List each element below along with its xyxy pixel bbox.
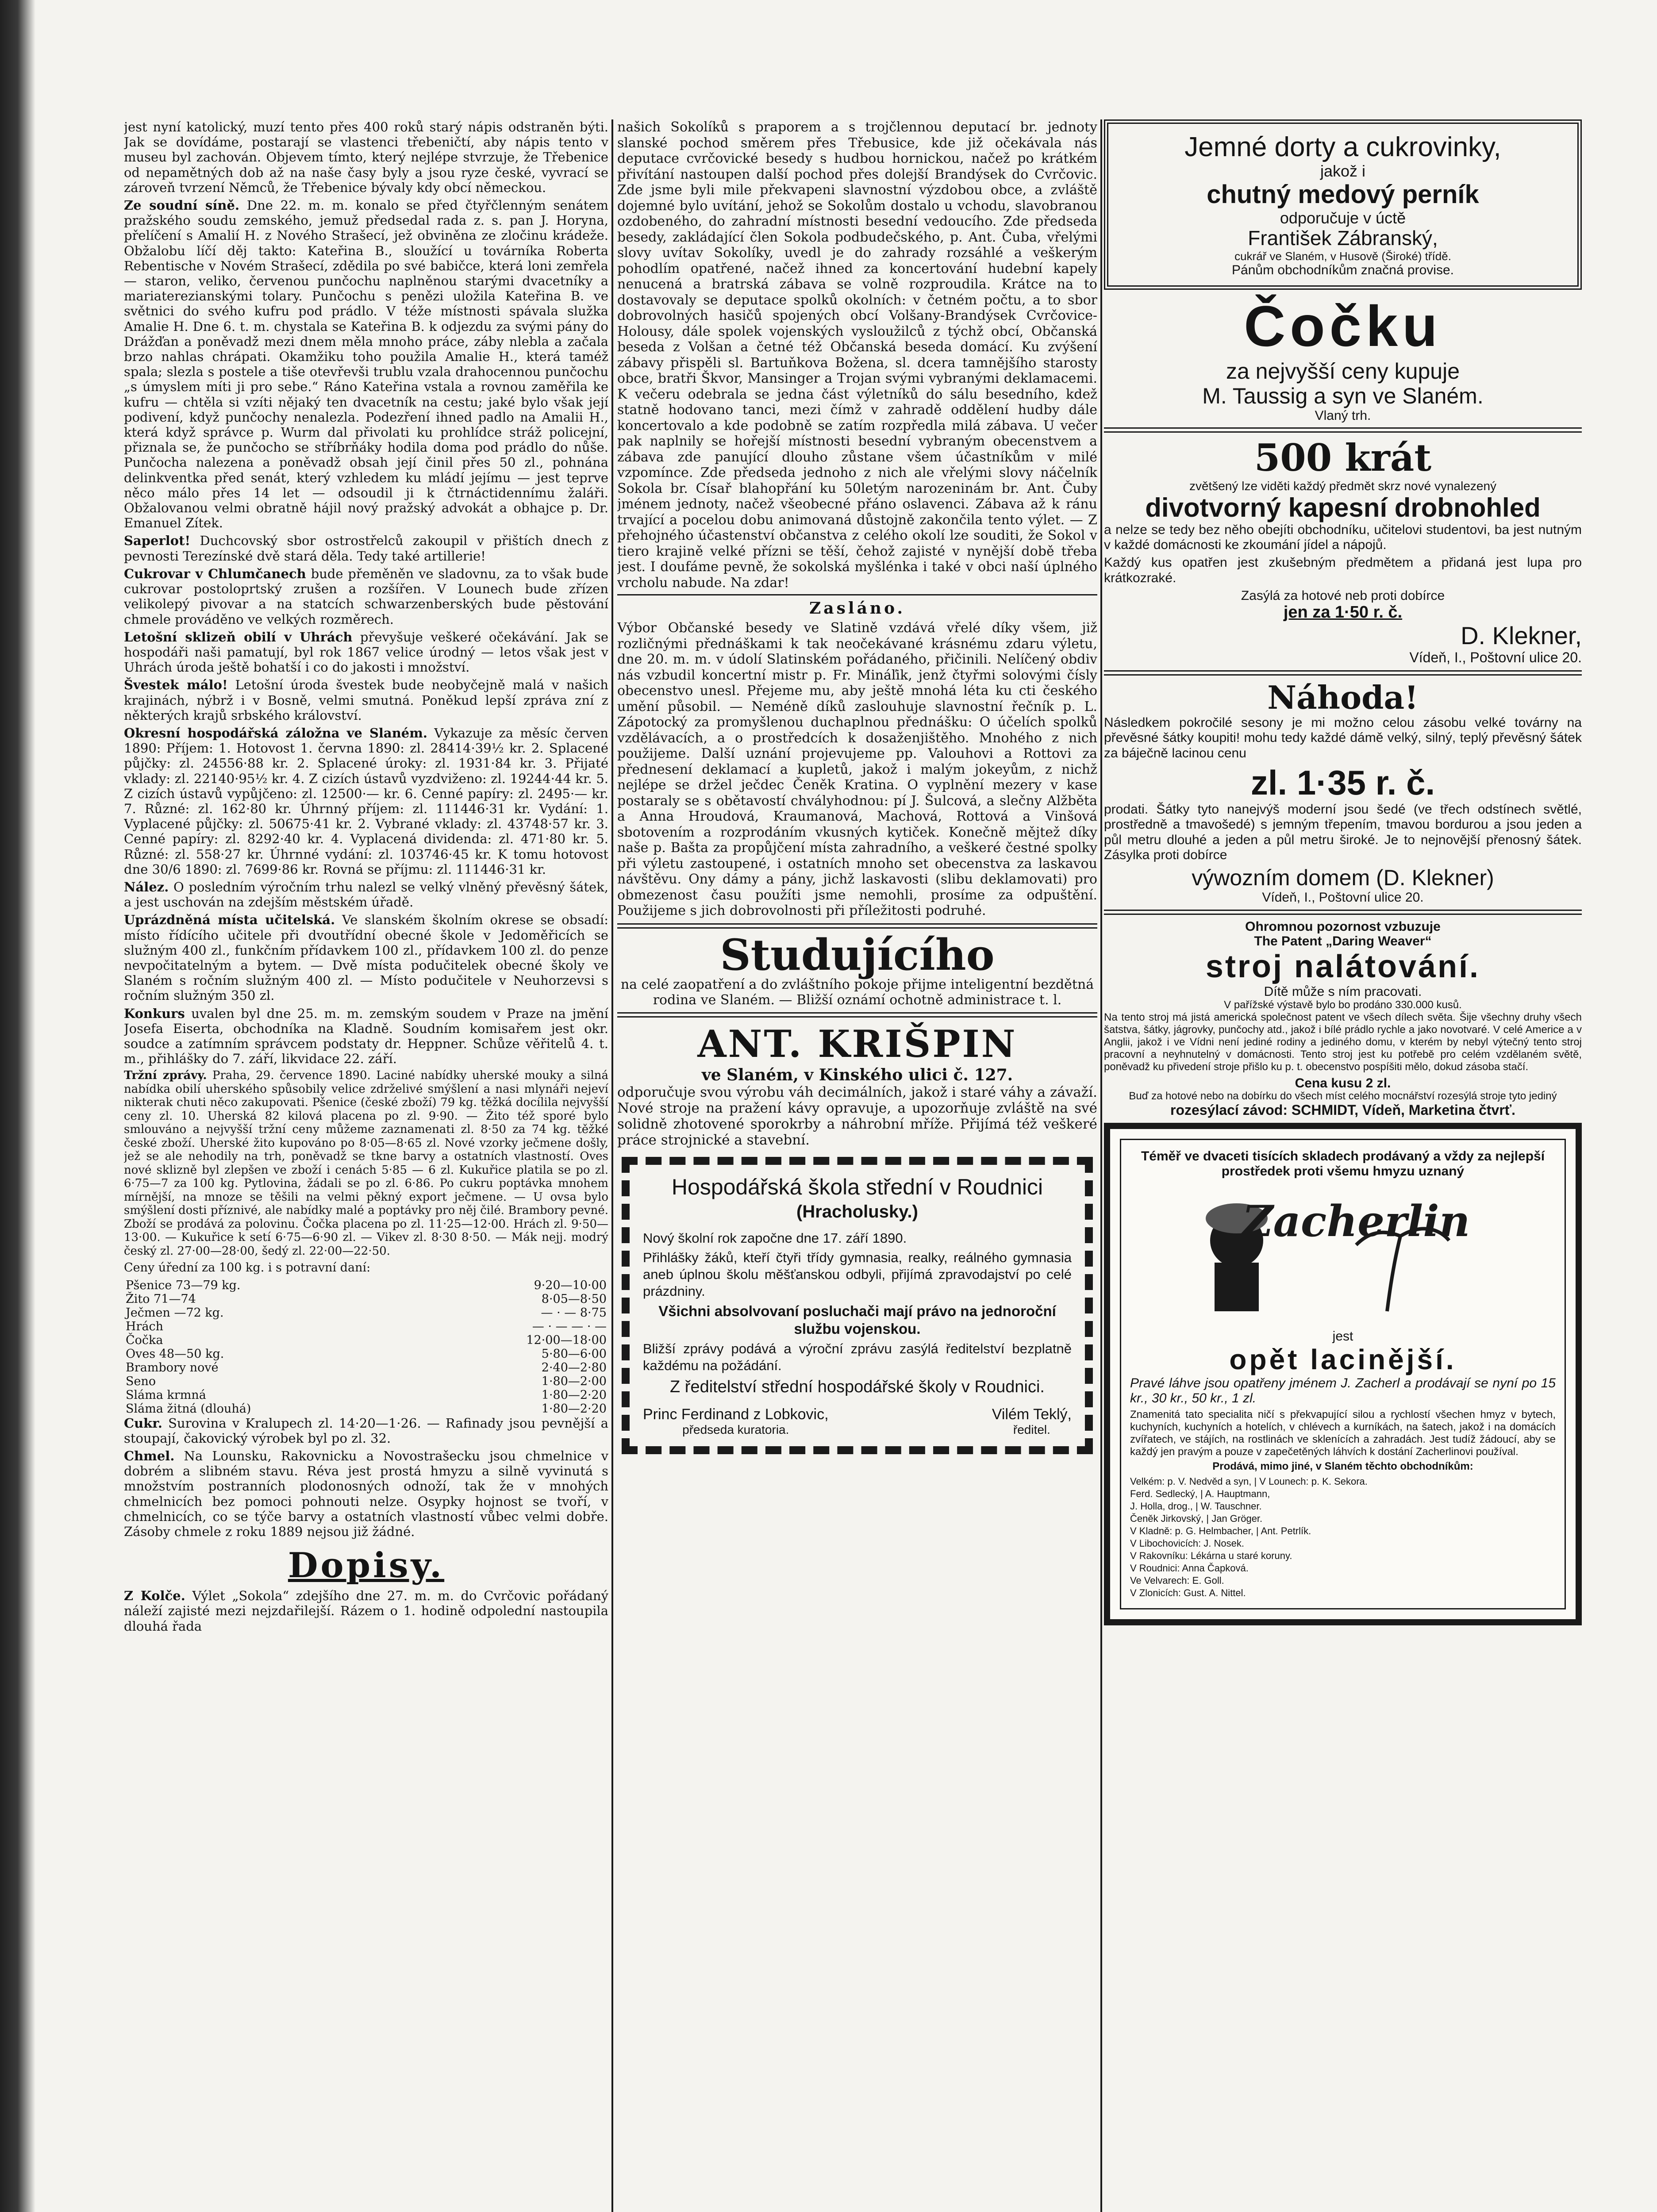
signature-name: Princ Ferdinand z Lobkovic, [643,1406,829,1423]
article-konkurs [124,1006,608,1067]
article-title: Z Kolče. [124,1588,185,1604]
article-title: Chmel. [124,1448,175,1463]
ad-title: stroj nalátování. [1205,949,1480,984]
ad-line: Buď za hotové nebo na dobírku do všech míst celého mocnářství rozesýlá stroje tyto jediný [1129,1090,1557,1102]
ad-line: cukrář ve Slaném, v Husově (Široké) třídě. [1234,249,1451,263]
price-row [124,1320,608,1333]
ad-schmidt [1104,919,1582,1119]
ad-title: 500 krát [1254,436,1432,480]
dealer-line: J. Holla, drog., | W. Tauschner. [1130,1500,1262,1512]
column-middle [617,119,1097,2212]
ad-line: V pařížské výstavě bylo bo prodáno 330.000 kusů. [1224,998,1462,1011]
ad-school-p4: Bližší zprávy podává a výroční zprávu zasýlá ředitelství bezplatně každému na požádání. [643,1340,1072,1373]
ad-line: Následkem pokročilé sesony je mi možno celou zásobu velké továrny na převěsné šátky koupiti! mohu tedy každé dámě velký, silný, teplý převěsný šátek za báječně lacinou cenu [1104,715,1582,760]
article-kolec [124,1588,608,1634]
price-row [124,1375,608,1388]
column-rule [611,119,613,2212]
dealer-line: Ferd. Sedlecký, | A. Hauptmann, [1130,1488,1270,1499]
divider [617,923,1097,929]
article-body: převyšuje veškeré očekávání. Jak se hospodáři naši pamatují, byl rok 1867 velice úrodný — letos však jest v Uhrách úroda ještě bohatší i co do jakosti i množství. [124,629,608,675]
ad-line: prodati. Šátky tyto nanejvýš moderní jsou šedé (ve třech odstínech světlé, prostředně a tmavošedé) s jemným třepením, tmavou bordurou a jsou jeden a půl metru dlouhé a jeden a půl metru široké. Je to nejnovější přenosný šátek. Zásylka proti dobírce [1104,802,1582,862]
article-body: bude přeměněn ve sladovnu, za to však bude cukrovar postoloprtský zrušen a rozšířen. V Lounech bude zřízen velikolepý pivovar a na statcích schwarzenberských bude pěstování chmele prováděno ve velkých rozměrech. [124,566,608,627]
article-title: Tržní zprávy. [124,1069,207,1083]
ad-line: Vídeň, I., Poštovní ulice 20. [1262,890,1424,905]
article-body-2: Hrách zl. 9·50—13·00. — Kukuřice k setí 6·75—6·90 zl. — Vikev zl. 8·30 8·50. — Mák nejj. modrý český zl. 27·00—28·00, šedý zl. 22·00—22·50. [124,1217,608,1258]
ad-krispin-text: odporučuje svou výrobu váh decimálních, jakož i staré váhy a závaží. Nové stroje na pražení kávy opravuje, a upozorňuje zvláště na své solidně zhotovené sporokrby a náhrobní mříže. Přijímá též veškeré práce strojnické a stavební. [617,1084,1097,1148]
price-item: Žito 71—74 [126,1292,196,1306]
ad-line: Ohromnou pozornost vzbuzuje [1245,919,1441,934]
article-body: uvalen byl dne 25. m. m. zemským soudem v Praze na jmění Josefa Eiserta, obchodníka na Kladně. Soudním komisařem jest okr. soudce a zatímním správcem podstaty dr. Heppner. Schůze věřitelů 4. t. m., přihlášky do 7. září, likvidace 22. září. [124,1006,608,1067]
ad-line: rozesýlací závod: SCHMIDT, Vídeň, Marketina čtvrť. [1170,1102,1515,1118]
price-value: 1·80—2·00 [541,1374,607,1388]
price-value: 1·80—2·20 [541,1388,607,1402]
ad-line: František Zábranský, [1248,227,1438,250]
article-body: Surovina v Kralupech zl. 14·20—1·26. — Rafinady jsou pevnější a stoupají, čakovický výrobek byl po zl. 32. [124,1415,608,1446]
ad-school-subtitle: (Hracholusky.) [796,1202,918,1221]
ad-line: Jemné dorty a cukrovinky, [1184,132,1501,162]
ad-line: M. Taussig a syn ve Slaném. [1202,383,1484,408]
price-item: Čočka [126,1333,163,1347]
ad-line: jakož i [1320,162,1366,180]
ad-zacherlin [1104,1123,1582,1625]
article-letosni [124,630,608,675]
ad-line: Vlaný trh. [1315,408,1371,423]
price-value: — · — — · — [532,1319,607,1333]
ad-taussig [1104,294,1582,423]
price-row [124,1402,608,1416]
ad-studujiciho-title: Studujícího [720,929,995,980]
divider [617,1012,1097,1018]
article-nalez [124,879,608,910]
price-item: Ječmen —72 kg. [126,1306,224,1320]
article-cukr [124,1416,608,1446]
column-left [124,119,608,2212]
price-value: 12·00—18·00 [526,1333,607,1347]
article-title: Letošní sklizeň obilí v Uhrách [124,629,353,645]
section-title-zaslano: Zasláno. [809,599,905,618]
ad-line: Na tento stroj má jistá americká společnost patent ve všech dílech světa. Šije všechny druhy všech šatstva, šátky, jágrovky, punčochy atd., jakož i bílé prádlo rychle a jako novotvaré. V celé Americe a v Anglii, jakož i ve Vídni není jediné rodiny a jediného domu, v kterém by nebyl výtečný tento stroj pracovní a neyhnutelný v domácnosti. Tento stroj jest ku potřebě pro celém vzdělaném světě, poněvadž ku přivedení stroje přišlo ku p. t. obecenstvo pospíšiti mělo, dokud zásoba stačí. [1104,1011,1582,1073]
column-right [1104,119,1582,2212]
prices-heading: Ceny úřední za 100 kg. i s potravní daní: [124,1261,371,1275]
price-item: Sláma žitná (dlouhá) [126,1402,251,1416]
article-trzni [124,1069,608,1258]
price-item: Oves 48—50 kg. [126,1347,224,1361]
dealer-line: V Roudnici: Anna Čapková. [1130,1562,1249,1574]
price-value: — · — 8·75 [541,1306,607,1320]
ad-line: jest [1332,1329,1353,1344]
ad-title: Náhoda! [1267,678,1419,716]
ad-price: Cena kusu 2 zl. [1295,1075,1391,1091]
ad-line: Prodává, mimo jiné, v Slaném těchto obchodníkům: [1212,1460,1473,1472]
ad-zabransky [1104,119,1582,290]
ad-drobnohled [1104,437,1582,665]
price-value: 8·05—8·50 [541,1292,607,1306]
dealer-line: Ve Velvarech: E. Goll. [1130,1575,1224,1586]
article-cukrovar [124,566,608,627]
article-title: Konkurs [124,1006,185,1021]
ad-line: Dítě může s ním pracovati. [1264,984,1422,999]
ad-nahoda [1104,680,1582,905]
article-body: Duchcovský sbor ostrostřelců zakoupil v přištích dnech z pevnosti Terezínské dvě stará děla. Tedy také artillerie! [124,533,608,564]
zaslano-text: Výbor Občanské besedy ve Slatině vzdává vřelé díky všem, již rozličnými přednáškami k tak neočekávané krásnému zdaru výletu, dne 20. m. m. v údolí Slatinském pořádaného, přičinili. Nelíčený obdiv nás vzbudil koncertní mistr p. Fr. Mináľik, jenž čtyřmi solovými čísly obecenstvo unesl. Přejeme mu, aby ještě mnohá léta ku cti českého umění působil. — Neméně díků zaslouhuje slavnostní řečník p. L. Zápotocký za promyšlenou duchaplnou přednášku: O účelích spolků vzdělávacích, a o prostředcích k dosaženjištěho. Mnohého z nich použijeme. Další uznání projevujeme pp. Valouhovi a Rottovi za přednesení deklamací a kupletů, jakož i malým jokeyům, z nichž nejlépe se držel ječdec Čeněk Kratina. O vyplnění mezery v kase postaraly se s obětavostí chvályhodnou: pí J. Šulcová, a slečny Alžběta a Anna Hroudová, Kraumanová, Machová, Rottová a Vinšová sbotovením a rozprodáním vkusných kytiček. Konečně mějtež díky naše p. Bašta za propůjčení místa zahradního, a veškeré čestné spolky při výletu zastoupené, i ostatních mnoho set obecenstva za laskavou návštěvu. Ony dámy a pány, jichž laskavosti (slibu deklamovati) pro obmezenost času použíti jsme nemohli, prosíme za odpuštění. Použijeme s jich dobrovolnosti při příležitosti podruhé. [617,620,1097,918]
divider [1104,910,1582,915]
price-value: 9·20—10·00 [534,1278,607,1292]
dealer-line: V Libochovicích: J. Nosek. [1130,1537,1245,1549]
ad-price: zl. 1·35 r. č. [1250,763,1435,802]
ad-line: divotvorný kapesní drobnohled [1145,492,1541,522]
ad-line: za nejvyšší ceny kupuje [1226,358,1460,384]
dealer-line: V Zlonicích: Gust. A. Nittel. [1130,1587,1246,1598]
price-row [124,1306,608,1320]
article-body: Ve slanském školním okrese se obsadí: místo řídícího učitele při dvoutřídní obecné škole v Jedoměřicích se služným 400 zl., funkčním přídavkem 100 zl., přídavkem 100 zl. do penze nevpočitatelným a bytem. — Dvě místa podučitelek obecné školy ve Slaném s ročním služným 400 zl. — Místo podučitele v Neuhorzevsi s ročním služným 350 zl. [124,912,608,1003]
ad-line: chutný medový perník [1207,180,1479,209]
price-value: 2·40—2·80 [541,1360,607,1375]
zacherlin-dealers [1130,1475,1556,1599]
intro-text: jest nyní katolický, muzí tento přes 400 roků starý nápis odstraněn býti. Jak se dovídáme, postarají se vlastenci třebeničtí, aby nápis tento v museu byl zachován. Objevem tímto, který nejlépe stvrzuje, že Třebenice od nepamětných dob až na naše časy byly a jsou ryze české, vyvrací se zároveň tvrzení Němců, že Třebenice bývaly kdy obcí německou. [124,119,608,195]
price-row [124,1279,608,1292]
ad-line: jen za 1·50 r. č. [1283,603,1403,622]
article-mista [124,912,608,1003]
ad-line: Pánům obchodníkům značná provise. [1232,262,1454,277]
dealer-line: V Rakovníku: Lékárna u staré koruny. [1130,1550,1292,1561]
zacherlin-logo: Zacherlin [1242,1196,1470,1247]
article-title: Cukr. [124,1415,162,1431]
article-title: Nález. [124,879,169,895]
ad-line: Každý kus opatřen jest zkušebným předmětem a přidaná jest lupa pro krátkozraké. [1104,555,1582,585]
ad-school-title: Hospodářská škola střední v Roudnici [671,1174,1043,1199]
price-row [124,1361,608,1375]
article-svestek [124,677,608,723]
divider [1104,670,1582,676]
article-title: Švestek málo! [124,677,228,693]
price-item: Sláma krmná [126,1388,206,1402]
article-title: Uprázdněná místa učitelská. [124,912,335,928]
ad-line: zvětšený lze viděti každý předmět skrz nové vynalezený [1189,479,1497,493]
article-title: Ze soudní síně. [124,198,240,213]
ad-krispin-name: ANT. KRIŠPIN [697,1022,1017,1066]
ad-line: Téměř ve dvaceti tisících skladech prodávaný a vždy za nejlepší prostředek proti všemu hmyzu uznaný [1141,1149,1545,1179]
signature-name: Vilém Teklý, [992,1406,1072,1423]
price-item: Seno [126,1374,156,1388]
section-title-dopisy: Dopisy. [288,1545,445,1586]
article-body: Vykazuje za měsíc červen 1890: Příjem: 1. Hotovost 1. června 1890: zl. 28414·39½ kr. 2. Splacené půjčky: zl. 24556·88 kr. 2. Splacené úroky: zl. 1931·84 kr. 3. Přijaté vklady: zl. 22140·95½ kr. 4. Z cizích ústavů vyzdviženo: zl. 19244·44 kr. 5. Z cizích ústavů vypůjčeno: zl. 12500·— kr. 6. Cenné papíry: zl. 2495·— kr. 7. Různé: zl. 162·80 kr. Úhrnný příjem: zl. 111446·31 kr. Vydání: 1. Vyplacené půjčky: zl. 50675·41 kr. 2. Vybrané vklady: zl. 43748·57 kr. 3. Cenné papíry: zl. 8292·40 kr. 4. Vyplacená dividenda: zl. 471·80 kr. 5. Různé: zl. 558·27 kr. Úhrnné vydání: zl. 103746·45 kr. K tomu hotovost dne 30/6 1890: zl. 7699·86 kr. Rovná se příjmu: zl. 111446·31 kr. [124,725,608,877]
ad-hospodarska-skola [622,1157,1093,1454]
price-row [124,1388,608,1402]
article-title: Cukrovar v Chlumčanech [124,566,306,581]
ad-school-p3: Všichni absolvovaní posluchači mají právo na jednoroční službu vojenskou. [658,1302,1056,1337]
article-zalozna [124,726,608,877]
ad-slogan: opět lacinější. [1229,1343,1457,1375]
price-row [124,1292,608,1306]
ad-studujiciho-text: na celé zaopatření a do zvláštního pokoje přijme inteligentní bezdětná rodina ve Slaném. — Bližší oznámí ochotně administrace t. l. [620,977,1094,1008]
article-body: Na Lounsku, Rakovnicku a Novostrašecku jsou chmelnice v dobrém a slibném stavu. Réva jest prostá hmyzu a silně vyvinutá s množstvím postranních plodonosných odnoží, tak že v mnohých chmelnicích bez pomoci pohnouti nelze. Osypky hojnost se tvoří, v chmelnicích, co se týče barvy a ostatních vlastností vůbec velmi dobře. Zásoby chmele z roku 1889 nejsou již žádné. [124,1448,608,1540]
article-body: Dne 22. m. m. konalo se před čtyřčlenným senátem pražského soudu zemského, jemuž předsedal rada z. s. pan J. Horyna, přelíčení s Amalií H. z Nového Strašecí, jež obviněna ze zločinu krádeže. Obžalobu líčí děj takto: Kateřina B., sloužící u továrníka Roberta Rebentische v Novém Strašecí, zdědila po své babičce, která loni zemřela — staron, veliko, červenou punčochu naplněnou starými dvacetníky a mariaterezianskými tolary. Punčochu s penězi uložila Kateřina B. ve světnici do svého kufru pod prádlo. V téže místnosti spávala služka Amalie H. Dne 6. t. m. chystala se Kateřina B. k odjezdu za svými pány do Drážďan a poněvadž mezi dnem měla mnoho práce, záby nlebla a začala brzo nahlas chrápati. Okamžiku toho použila Amalie H., která taméž spala; slezla s postele a tiše otevřevši trublu vzala drahocennou punčochu „s úmyslem míti ji pro sebe.“ Ráno Kateřina vstala a rovnou zaměřila ke kufru — chtěla si vzíti nějaký ten dvacetník na cestu; jaké bylo však její podivení, když punčochy nenalezla. Podezření ihned padlo na Amalii H., která když správce p. Wurm dal přivolati ku prohlídce stráž policejní, přiznala se, že punčocho se stříbrňáky hodila doma pod prádlo do nůše. Punčocha nalezena a poněvadž obsah její činil přes 50 zl., pohnána delinkventka před senát, který vzhledem ku mládí jejímu — jest teprve něco málo přes 14 let — odsoudil ji k čtrnáctidennímu žaláři. Obžalovanou velmi obratně hájil nový pražský advokát a obhajce p. Dr. Emanuel Zítek. [124,198,608,531]
ad-line: Pravé láhve jsou opatřeny jménem J. Zacherl a prodávají se nyní po 15 kr., 30 kr., 50 kr., 1 zl. [1130,1375,1556,1406]
price-value: 1·80—2·20 [541,1402,607,1416]
dealer-line: Velkém: p. V. Nedvěd a syn, | V Lounech: p. K. Sekora. [1130,1475,1368,1487]
ad-line: výwozním domem (D. Klekner) [1192,865,1494,890]
price-row [124,1333,608,1347]
ad-title: Čočku [1244,294,1442,359]
divider [617,594,1097,595]
ad-line: D. Klekner, [1461,622,1582,649]
article-chmel [124,1448,608,1539]
ad-line: The Patent „Daring Weaver“ [1254,934,1432,949]
ad-krispin-address: ve Slaném, v Kinského ulici č. 127. [701,1065,1013,1084]
article-title: Okresní hospodářská záložna ve Slaném. [124,725,428,741]
ad-line: Znamenitá tato specialita ničí s překvapující silou a rychlostí všechen hmyz v bytech, kuchyních, kuchyních a hotelích, v chlévech a kurníkách, na šatech, jakož i na domácích zvířatech, ve stájích, na rostlinách ve sklenících a zahradách. Jest tudíž žádoucí, aby se každý jen pravým a pouze v zapečetěných láhvích k dostání Zacherlinovi používal. [1130,1408,1556,1458]
ad-school-p2: Přihlášky žáků, kteří čtyři třídy gymnasia, realky, reálného gymnasia aneb úplnou školu měšťanskou odbyli, přijímá zpravodajství po celé prázdniny. [643,1249,1072,1299]
divider [1104,427,1582,433]
scan-edge [0,0,35,2212]
article-body: Praha, 29. července 1890. Laciné nabídky uherské mouky a silná nabídka obilí uherského spůsobily velice zdrželivé smýšlení a nasi mlynáři nejeví nikterak chuti něco zakupovati. Pšenice (české zboží) 79 kg. těžká docílila nejvyšší ceny zl. 10. Uherská 82 kilová placena po zl. 9·90. — Žito též sporé bylo smlouváno a nejvyšší tržní ceny můžeme zaznamenati zl. 8·50 za 74 kg. těžké české zboží. Uherské žito kupováno po 8·05—8·65 zl. Nové vzorky ječmene došly, jež se ale nehodily na trh, poněvadž se tkne barvy a ostatních vlastností. Oves nové sklizně byl zlepšen ve zboží i cenách 5·85 — 6 zl. Kukuřice platila se po zl. 6·75—7 za 100 kg. Pytlovina, žádali se po zl. 6·86. Po cukru poptávka mnohem mírnější, na mnoze se těšili na velmi pěkný export ječmene. — U ovsa bylo smýšlení dosti příznivé, ale nabídky malé a poptávky pro něj čilé. Brambory pevné. Zboží se prodává za polovinu. Čočka placena po zl. 11·25—12·00. [124,1069,608,1231]
dealer-line: V Kladně: p. G. Helmbacher, | Ant. Petrlík. [1130,1525,1311,1536]
article-saperlot [124,533,608,563]
prices-table [124,1279,608,1416]
ad-line: Vídeň, I., Poštovní ulice 20. [1409,649,1582,665]
dealer-line: Čeněk Jirkovský, | Jan Gröger. [1130,1513,1263,1524]
article-kolec-cont: našich Sokolíků s praporem a s trojčlennou deputací br. jednoty slanské pochod směrem přes Třebusice, kde již očekávala nás deputace cvrčovické besedy s hudbou hornickou, načež po krátkém přivítání nastoupen další pochod přes dolejší Brandýsek do Cvrčovic. Zde jsme byli mile překvapeni slavnostní výzdobou obce, a zvláště dojemné bylo uvítání, jehož se Sokolům dostalo u vchodu, slavobranou ozdobeného, do zahradní místnosti besední vedoucího. Zde předseda besedy, zakládající člen Sokola podbudečského, p. Ant. Čuba, vřelými slovy uvítav Sokolíky, uvedl je do zahrady rozsáhlé a veškerým pohodlím opatřené, načež ihned za koncertování hudební kapely nenucená a bratrská zábava se volně rozproudila. Krátce na to dostavovaly se deputace spolků okolních: v četném počtu, a to sbor dobrovolných hasičů spojených obcí Volšany-Brandýsek Cvrčovice-Holousy, dále spolek vojenských vysloužilců z týchž obcí, Občanská beseda z Volšan a četné též Občanská beseda domácí. Ku zvýšení zábavy přispěli sl. Bartuňkova Božena, sl. dcera tamnějšího starosty obce, bratři Škvor, Mansinger a Trojan svými vybranými deklamacemi. K večeru odebrala se jedna část výletníků do sálu besedního, kdež statně hodovano tanci, mezi čímž v zahradě oddělení hudby dále koncertovalo a kde podobně se zatím rozpředla milá zábava. U večer pak naplnily se hořejší místnosti besední vybraným obecenstvem a zábava zde panující dlouho zůstane všem účastníkům v milé vzpomínce. Zde předseda jednoho z nich ale vřelými slovy náčelník Sokola br. Císař blahopřání ku 50letým narozeninám br. Ant. Čuby jménem jednoty, načež všeobecné přáno oslavenci. Zábava až k ránu trvající a pocelou dobu animovaná důstojně zakončila tento výlet. — Z přehojného účastenství občanstva z celého okolí lze souditi, že Sokol v tiero krajině velké přízni se těší, čehož zajisté v nynější době třeba jest. I doufáme pevně, že sokolská myšlénka i také v obci naší úplného vrcholu nabude. Na zdar! [617,119,1097,591]
ad-line: odporučuje v úctě [1280,208,1406,227]
article-title: Saperlot! [124,533,191,549]
article-body: Letošní úroda švestek bude neobyčejně malá v našich krajinách, nýbrž i v Bosně, velmi smutná. Poněkud lepší zpráva zní z některých krajů srbského království. [124,677,608,723]
price-row [124,1347,608,1361]
signature-role: ředitel. [1013,1422,1050,1436]
price-item: Pšenice 73—79 kg. [126,1278,241,1292]
price-item: Brambory nové [126,1360,219,1375]
column-rule [1100,119,1102,2212]
ad-line: Zasýlá za hotové neb proti dobírce [1241,588,1445,603]
ad-school-p5: Z ředitelství střední hospodářské školy v Roudnici. [670,1377,1045,1396]
ad-line: a nelze se tedy bez něho obejíti obchodníku, učitelovi studentovi, ba jest nutným v každé domácnosti ke zkoumání jídel a nápojů. [1104,522,1582,553]
signature-role: předseda kuratoria. [682,1422,789,1436]
price-item: Hrách [126,1319,164,1333]
article-soud [124,198,608,530]
article-body: Výlet „Sokola“ zdejšího dne 27. m. m. do Cvrčovic pořádaný náleží zajisté mezi nejzdařilejší. Rázem o 1. hodině odpolední nastoupila dlouhá řada [124,1588,608,1634]
zacherlin-emblem [1188,1187,1498,1320]
ad-school-p1: Nový školní rok započne dne 17. září 1890. [643,1230,907,1246]
article-body: O posledním výročním trhu nalezl se velký vlněný převěsný šátek, a jest uschován na zdejším městském úřadě. [124,879,608,910]
ad-school-signatures [643,1406,1072,1436]
price-value: 5·80—6·00 [541,1347,607,1361]
